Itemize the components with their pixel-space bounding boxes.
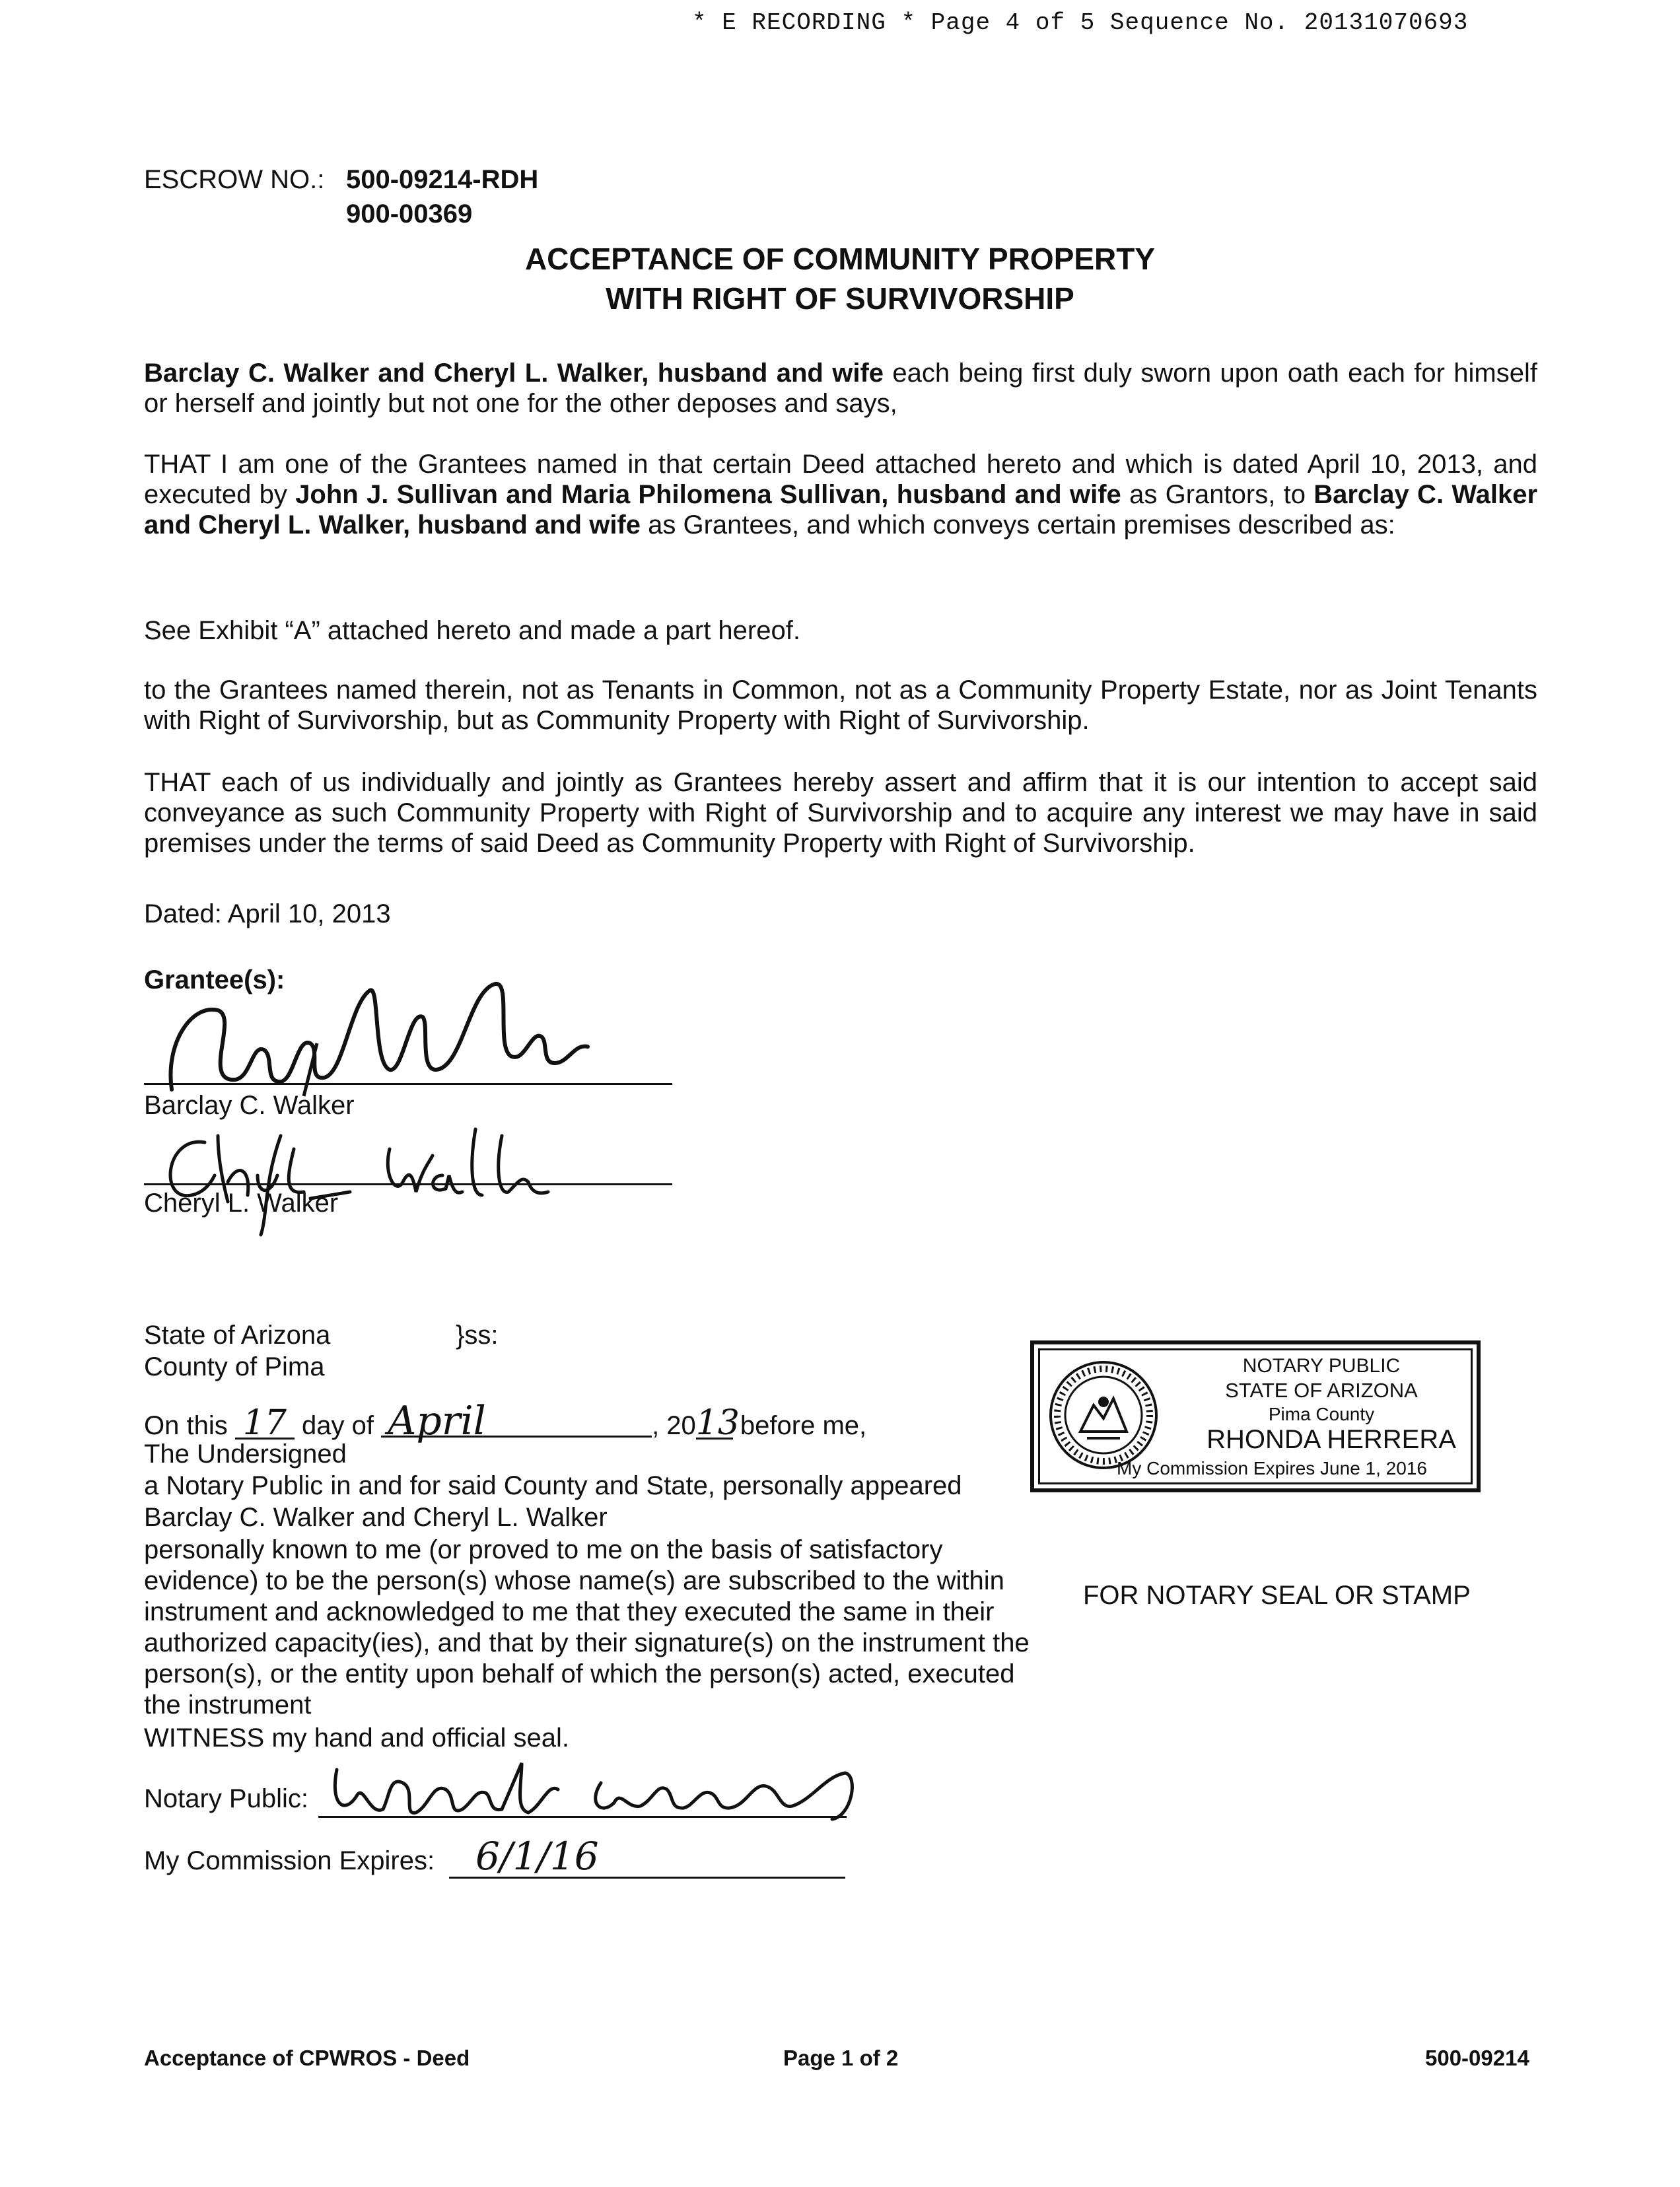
witness-line: WITNESS my hand and official seal. [144,1723,569,1753]
year-prefix-label: , 20 [652,1411,696,1440]
notary-seal-caption: FOR NOTARY SEAL OR STAMP [1083,1581,1471,1610]
recording-header: * E RECORDING * Page 4 of 5 Sequence No. 20131070693 [692,9,1469,36]
acknowledgment-date-line [144,1398,867,1444]
title-line-2: WITH RIGHT OF SURVIVORSHIP [606,281,1074,316]
commission-expires-value: 6/1/16 [449,1836,845,1879]
arizona-seal-icon [1047,1359,1160,1471]
paragraph-text: each being first duly sworn upon oath each for himself or herself and jointly but not one for the other deposes and says, [144,359,1537,418]
grantees-label: Grantee(s): [144,965,285,994]
title-line-1: ACCEPTANCE OF COMMUNITY PROPERTY [524,242,1156,276]
footer-page-number: Page 1 of 2 [783,2046,899,2070]
document-title [0,239,1680,318]
notary-appearance-text: a Notary Public in and for said County and State, personally appeared [144,1471,962,1500]
grantees-bold: Barclay C. Walker and Cheryl L. Walker, husband and wife [144,480,1538,539]
venue-ss: }ss: [456,1321,499,1350]
paragraph-deposition [144,358,1537,419]
paragraph-text: as Grantees, and which conveys certain premises described as: [641,510,1395,539]
escrow-number-secondary: 900-00369 [346,199,473,228]
stamp-line-state: STATE OF ARIZONA [1225,1379,1418,1402]
venue-state: State of Arizona [144,1321,331,1350]
year-blank: 13 [695,1403,740,1443]
commission-expires-label: My Commission Expires: [144,1846,435,1875]
day-of-label: day of [301,1411,374,1440]
paragraph-text: THAT I am one of the Grantees named in that certain Deed attached hereto and which is dated April 10, 2013, and executed by [144,450,1537,509]
footer-document-name: Acceptance of CPWROS - Deed [144,2046,470,2070]
signature-cheryl-image [152,1109,614,1241]
grantees-bold: Barclay C. Walker and Cheryl L. Walker, husband and wife [144,359,884,388]
escrow-number: 500-09214-RDH [346,165,539,194]
day-blank: 17 [235,1408,295,1440]
stamp-line-commission: My Commission Expires June 1, 2016 [1117,1458,1427,1478]
appearing-names: Barclay C. Walker and Cheryl L. Walker [144,1503,608,1532]
grantee-name-2: Cheryl L. Walker [144,1189,339,1218]
signature-notary-image [324,1743,892,1829]
paragraph-deed [144,449,1537,540]
venue-county: County of Pima [144,1352,325,1381]
paragraph-text: as Grantors, to [1121,480,1314,509]
notary-public-label: Notary Public: [144,1784,308,1813]
grantors-bold: John J. Sullivan and Maria Philomena Sullivan, husband and wife [295,480,1121,509]
stamp-line-notary-public: NOTARY PUBLIC [1242,1355,1401,1377]
grantee-name-1: Barclay C. Walker [144,1091,355,1120]
escrow-label: ESCROW NO.: [144,165,325,194]
on-this-label: On this [144,1411,228,1440]
stamp-line-notary-name: RHONDA HERRERA [1207,1425,1456,1454]
before-me-label: before me, [740,1411,867,1440]
notary-acknowledgment-text: personally known to me (or proved to me on the basis of satisfactory evidence) to be the person(s) whose name(s) are subscribed to the within instrument and acknowledged to me that they executed the same in their authorized capacity(ies), and that by their signature(s) on the instrument the person(s), or the entity upon behalf of which the person(s) acted, executed the instrument [144,1535,1030,1719]
month-blank: April [381,1406,652,1438]
paragraph-exhibit: See Exhibit “A” attached hereto and made a part hereof. [144,616,800,645]
footer-escrow-number: 500-09214 [1425,2046,1529,2070]
notary-undersigned: The Undersigned [144,1440,347,1469]
paragraph-affirmation: THAT each of us individually and jointly as Grantees hereby assert and affirm that it is our intention to accept said conveyance as such Community Property with Right of Survivorship and to acquire any interest we may have in said premises under the terms of said Deed as Community Property with Right of Survivorship. [144,768,1537,858]
stamp-line-county: Pima County [1268,1404,1375,1424]
paragraph-tenancy: to the Grantees named therein, not as Tenants in Common, not as a Community Property Estate, nor as Joint Tenants with Right of Survivorship, but as Community Property with Right of Survivorship. [144,676,1537,735]
notary-stamp [1030,1340,1481,1492]
dated-line: Dated: April 10, 2013 [144,899,391,928]
